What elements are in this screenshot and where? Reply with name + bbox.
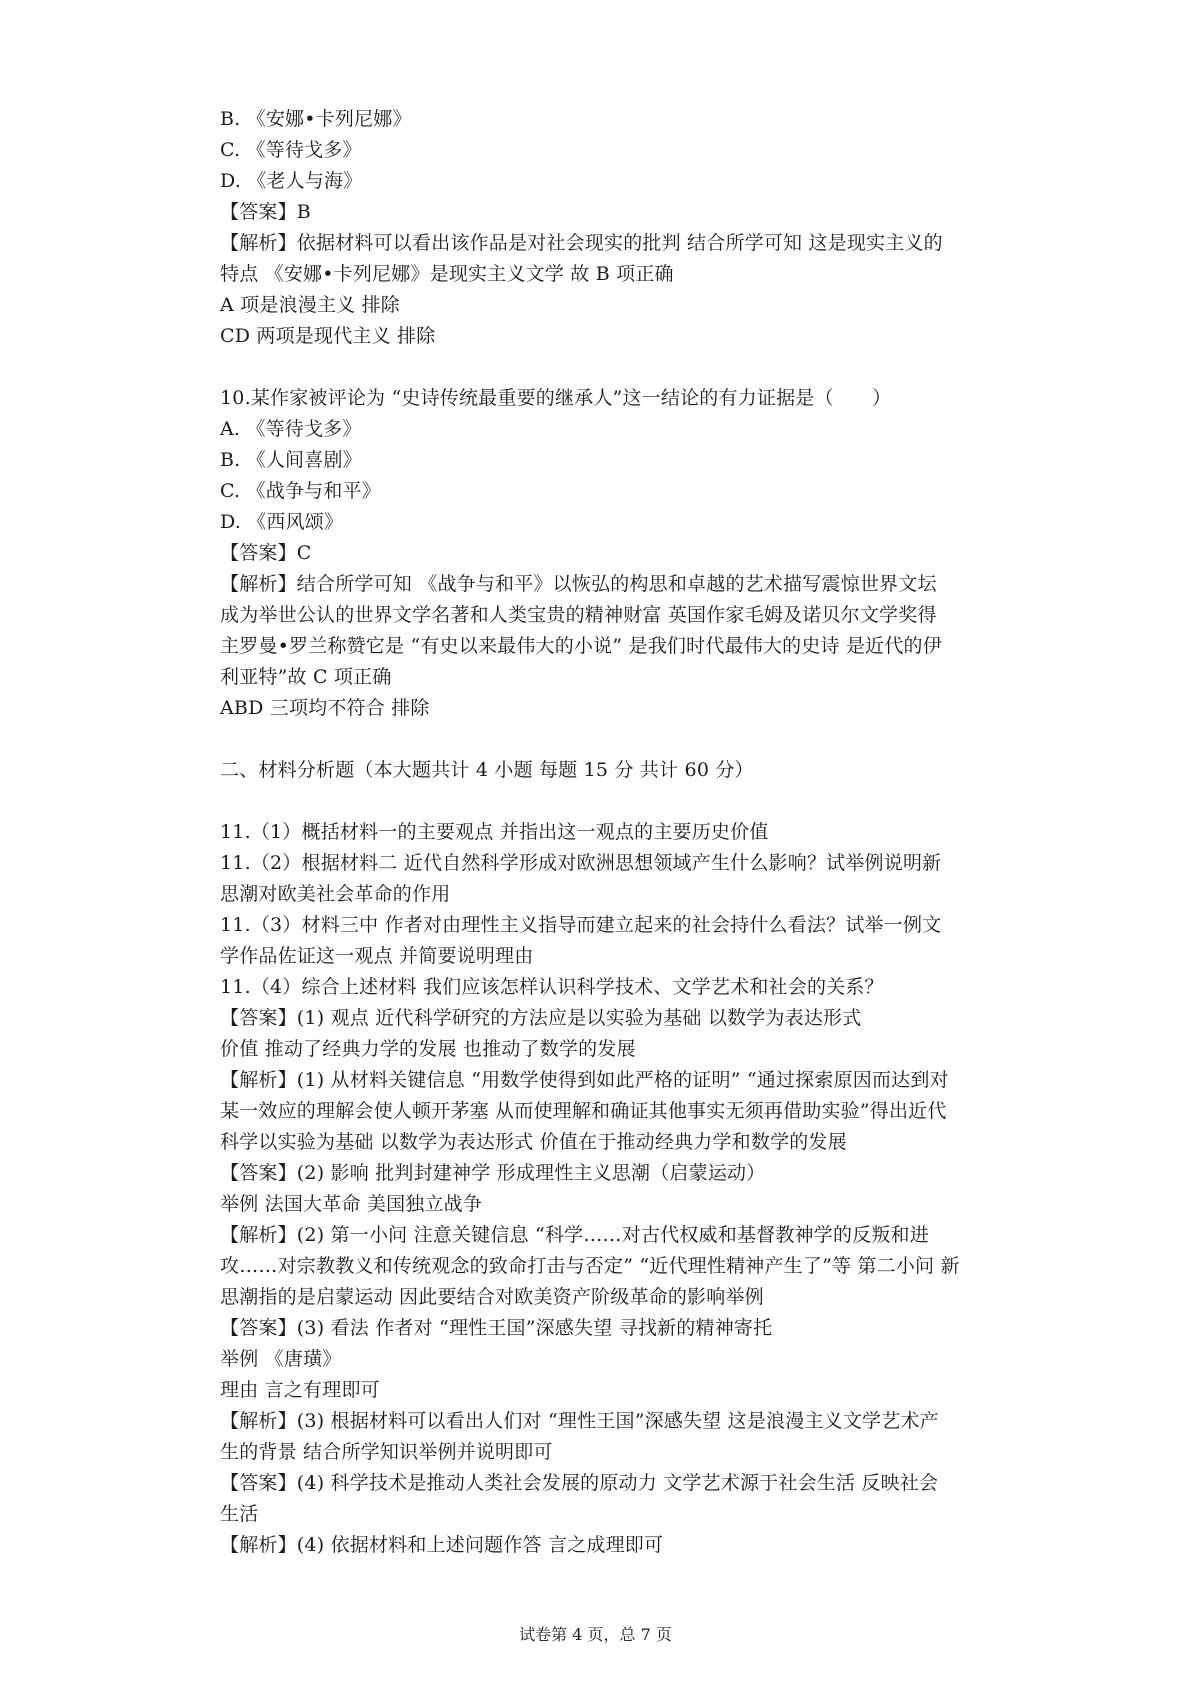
text-line: C. 《战争与和平》 [220, 480, 381, 502]
text-line: 利亚特”故 C 项正确 [220, 666, 392, 688]
text-line: A 项是浪漫主义 排除 [220, 294, 401, 316]
text-line: 【解析】(3) 根据材料可以看出人们对 “理性王国”深感失望 这是浪漫主义文学艺术产 [220, 1410, 939, 1432]
page-footer: 试卷第 4 页，总 7 页 [519, 1625, 672, 1644]
text-line: 价值 推动了经典力学的发展 也推动了数学的发展 [220, 1038, 636, 1060]
text-line: 举例 《唐璜》 [220, 1348, 342, 1370]
text-line: 某一效应的理解会使人顿开茅塞 从而使理解和确证其他事实无须再借助实验”得出近代 [220, 1100, 947, 1122]
text-line: 【答案】(3) 看法 作者对 “理性王国”深感失望 寻找新的精神寄托 [220, 1317, 773, 1339]
text-line: 思潮对欧美社会革命的作用 [220, 883, 451, 905]
blank-line [220, 352, 1020, 383]
blank-line [220, 724, 1020, 755]
text-line: 【解析】依据材料可以看出该作品是对社会现实的批判 结合所学可知 这是现实主义的 [220, 232, 943, 254]
text-line: 【答案】B [220, 201, 311, 223]
text-line: 主罗曼•罗兰称赞它是 “有史以来最伟大的小说” 是我们时代最伟大的史诗 是近代的伊 [220, 635, 942, 657]
text-line: 攻……对宗教教义和传统观念的致命打击与否定” “近代理性精神产生了”等 第二小问 新 [220, 1255, 960, 1277]
text-line: B. 《安娜•卡列尼娜》 [220, 108, 412, 130]
text-line: 【答案】C [220, 542, 312, 564]
text-line: 理由 言之有理即可 [220, 1379, 380, 1401]
text-line: D. 《老人与海》 [220, 170, 363, 192]
text-line: CD 两项是现代主义 排除 [220, 325, 436, 347]
blank-line [220, 786, 1020, 817]
text-line: 生的背景 结合所学知识举例并说明即可 [220, 1441, 553, 1463]
text-line: 二、材料分析题（本大题共计 4 小题 每题 15 分 共计 60 分） [220, 759, 754, 781]
text-line: ABD 三项均不符合 排除 [220, 697, 430, 719]
text-line: 【答案】(1) 观点 近代科学研究的方法应是以实验为基础 以数学为表达形式 [220, 1007, 862, 1029]
text-line: 生活 [220, 1503, 259, 1525]
text-line: 【答案】(2) 影响 批判封建神学 形成理性主义思潮（启蒙运动） [220, 1162, 766, 1184]
text-line: 11.（4）综合上述材料 我们应该怎样认识科学技术、文学艺术和社会的关系？ [220, 976, 884, 998]
text-line: 10.某作家被评论为 “史诗传统最重要的继承人”这一结论的有力证据是（ ） [220, 387, 892, 409]
text-line: A. 《等待戈多》 [220, 418, 362, 440]
text-line: 思潮指的是启蒙运动 因此要结合对欧美资产阶级革命的影响举例 [220, 1286, 764, 1308]
text-line: 【解析】(1) 从材料关键信息 “用数学使得到如此严格的证明” “通过探索原因而达到对 [220, 1069, 949, 1091]
text-line: 【解析】(2) 第一小问 注意关键信息 “科学……对古代权威和基督教神学的反叛和进 [220, 1224, 929, 1246]
text-line: 【解析】(4) 依据材料和上述问题作答 言之成理即可 [220, 1534, 664, 1556]
text-line: 【解析】结合所学可知 《战争与和平》以恢弘的构思和卓越的艺术描写震惊世界文坛 [220, 573, 937, 595]
text-line: 11.（3）材料三中 作者对由理性主义指导而建立起来的社会持什么看法？试举一例文 [220, 914, 942, 936]
text-line: 举例 法国大革命 美国独立战争 [220, 1193, 483, 1215]
text-line: 11.（1）概括材料一的主要观点 并指出这一观点的主要历史价值 [220, 821, 769, 843]
text-line: D. 《西风颂》 [220, 511, 344, 533]
text-line: 学作品佐证这一观点 并简要说明理由 [220, 945, 534, 967]
text-line: 特点 《安娜•卡列尼娜》是现实主义文学 故 B 项正确 [220, 263, 674, 285]
text-line: 【答案】(4) 科学技术是推动人类社会发展的原动力 文学艺术源于社会生活 反映社会 [220, 1472, 939, 1494]
text-line: 科学以实验为基础 以数学为表达形式 价值在于推动经典力学和数学的发展 [220, 1131, 847, 1153]
text-line: B. 《人间喜剧》 [220, 449, 362, 471]
text-line: 成为举世公认的世界文学名著和人类宝贵的精神财富 英国作家毛姆及诺贝尔文学奖得 [220, 604, 937, 626]
document-body [220, 104, 1020, 1561]
text-line: C. 《等待戈多》 [220, 139, 362, 161]
text-line: 11.（2）根据材料二 近代自然科学形成对欧洲思想领域产生什么影响？试举例说明新 [220, 852, 942, 874]
